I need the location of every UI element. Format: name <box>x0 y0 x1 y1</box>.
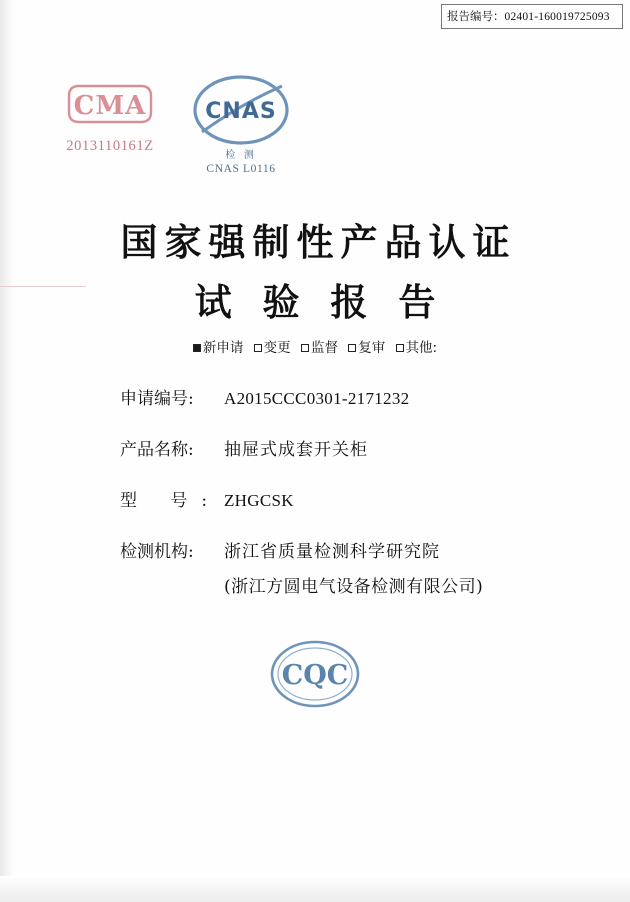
scan-edge-shadow-bottom <box>0 876 630 902</box>
checkbox-item-other[interactable] <box>396 340 438 356</box>
cnas-sub-label: 检 测 <box>225 150 257 161</box>
checkbox-box-review[interactable] <box>348 344 356 352</box>
checkbox-item-change[interactable] <box>254 340 291 356</box>
field-value-application-no: A2015CCC0301-2171232 <box>224 389 410 408</box>
report-fields <box>120 384 560 621</box>
checkbox-item-new[interactable] <box>193 340 244 356</box>
cnas-logo-icon <box>186 70 296 150</box>
checkbox-label-change: 变更 <box>263 340 291 356</box>
field-test-institution <box>120 537 560 562</box>
cma-code: 2013110161Z <box>66 138 154 154</box>
svg-text:CQC: CQC <box>281 660 349 691</box>
cqc-mark-block <box>0 634 630 719</box>
cma-mark-block <box>40 84 180 155</box>
field-label-test-institution: 检测机构: <box>120 542 194 562</box>
checkbox-box-new[interactable] <box>193 344 201 352</box>
cnas-code: CNAS L0116 <box>206 163 276 175</box>
field-label-model: 型 号: <box>120 491 222 511</box>
field-model <box>120 486 560 511</box>
svg-text:CMA: CMA <box>73 91 147 121</box>
checkbox-item-review[interactable] <box>348 340 385 356</box>
svg-text:CNAS: CNAS <box>205 99 277 124</box>
report-number-label: 报告编号： <box>447 11 505 23</box>
field-value-test-institution-line2: (浙江方圆电气设备检测有限公司) <box>224 577 484 597</box>
cma-logo-icon <box>67 84 153 124</box>
checkbox-box-change[interactable] <box>254 344 262 352</box>
document-title-line1: 国家强制性产品认证 <box>120 220 517 264</box>
cnas-mark-block <box>178 70 304 175</box>
field-application-no <box>120 384 560 409</box>
checkbox-item-supervision[interactable] <box>301 340 338 356</box>
checkbox-label-supervision: 监督 <box>310 340 338 356</box>
application-type-row <box>0 336 630 356</box>
checkbox-box-supervision[interactable] <box>301 344 309 352</box>
report-number-value: 02401-160019725093 <box>504 11 610 23</box>
cqc-logo-icon <box>260 660 370 718</box>
checkbox-label-new: 新申请 <box>202 340 244 356</box>
field-label-product-name: 产品名称: <box>120 440 194 460</box>
report-number-box <box>441 4 623 29</box>
field-product-name <box>120 435 560 460</box>
field-value-product-name: 抽屉式成套开关柜 <box>224 440 368 460</box>
scan-edge-shadow-left <box>0 0 14 902</box>
field-value-test-institution: 浙江省质量检测科学研究院 <box>224 542 440 562</box>
checkbox-label-review: 复审 <box>358 340 386 356</box>
field-label-application-no: 申请编号: <box>120 389 194 409</box>
checkbox-label-other: 其他: <box>405 340 438 356</box>
field-value-model: ZHGCSK <box>224 491 294 510</box>
document-title-line2: 试 验 报 告 <box>194 280 445 324</box>
checkbox-box-other[interactable] <box>396 344 404 352</box>
